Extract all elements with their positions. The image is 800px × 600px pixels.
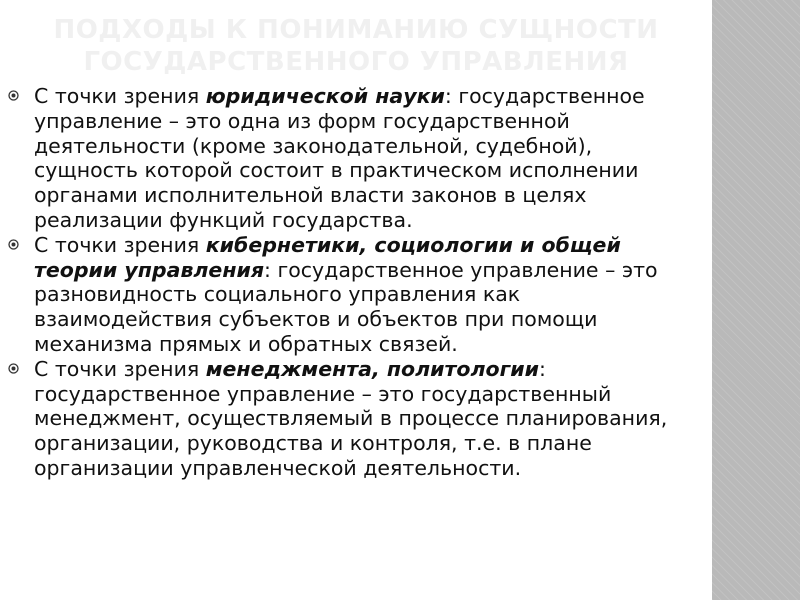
side-panel <box>712 0 800 600</box>
bullet-list <box>8 84 698 481</box>
bullet-text: : государственное управление – это разновидность социального управления как взаимодействия субъектов и объектов при помощи механизма прямых и обратных связей. <box>34 257 658 356</box>
bullet-lead: С точки зрения <box>34 84 206 108</box>
bullet-emphasis: менеджмента, политологии <box>205 356 540 381</box>
circle-bullet-icon <box>8 239 19 250</box>
bullet-lead: С точки зрения <box>34 356 206 381</box>
bullet-text: : государственное управление – это государственный менеджмент, осуществляемый в процессе планирования, организации, руководства и контроля, т.е. в плане организации управленческой деятельности. <box>34 356 668 480</box>
bullet-emphasis: кибернетики, социологии и общей теории управления <box>34 232 621 282</box>
bullet-item-legal <box>8 84 698 233</box>
bullet-item-cybernetics <box>8 233 698 357</box>
title-line-2: ГОСУДАРСТВЕННОГО УПРАВЛЕНИЯ <box>83 47 629 77</box>
title-line-1: ПОДХОДЫ К ПОНИМАНИЮ СУЩНОСТИ <box>53 15 659 45</box>
bullet-text: : государственное управление – это одна из форм государственной деятельности (кроме законодательной, судебной), сущность которой состоит в практическом исполнении органами исполнительной власти законов в целях реализации функций государства. <box>34 84 645 232</box>
bullet-lead: С точки зрения <box>34 232 206 257</box>
circle-bullet-icon <box>8 90 19 101</box>
circle-bullet-icon <box>8 363 19 374</box>
bullet-emphasis: юридической науки <box>205 84 445 108</box>
bullet-item-management <box>8 357 698 481</box>
slide-title <box>0 14 712 78</box>
